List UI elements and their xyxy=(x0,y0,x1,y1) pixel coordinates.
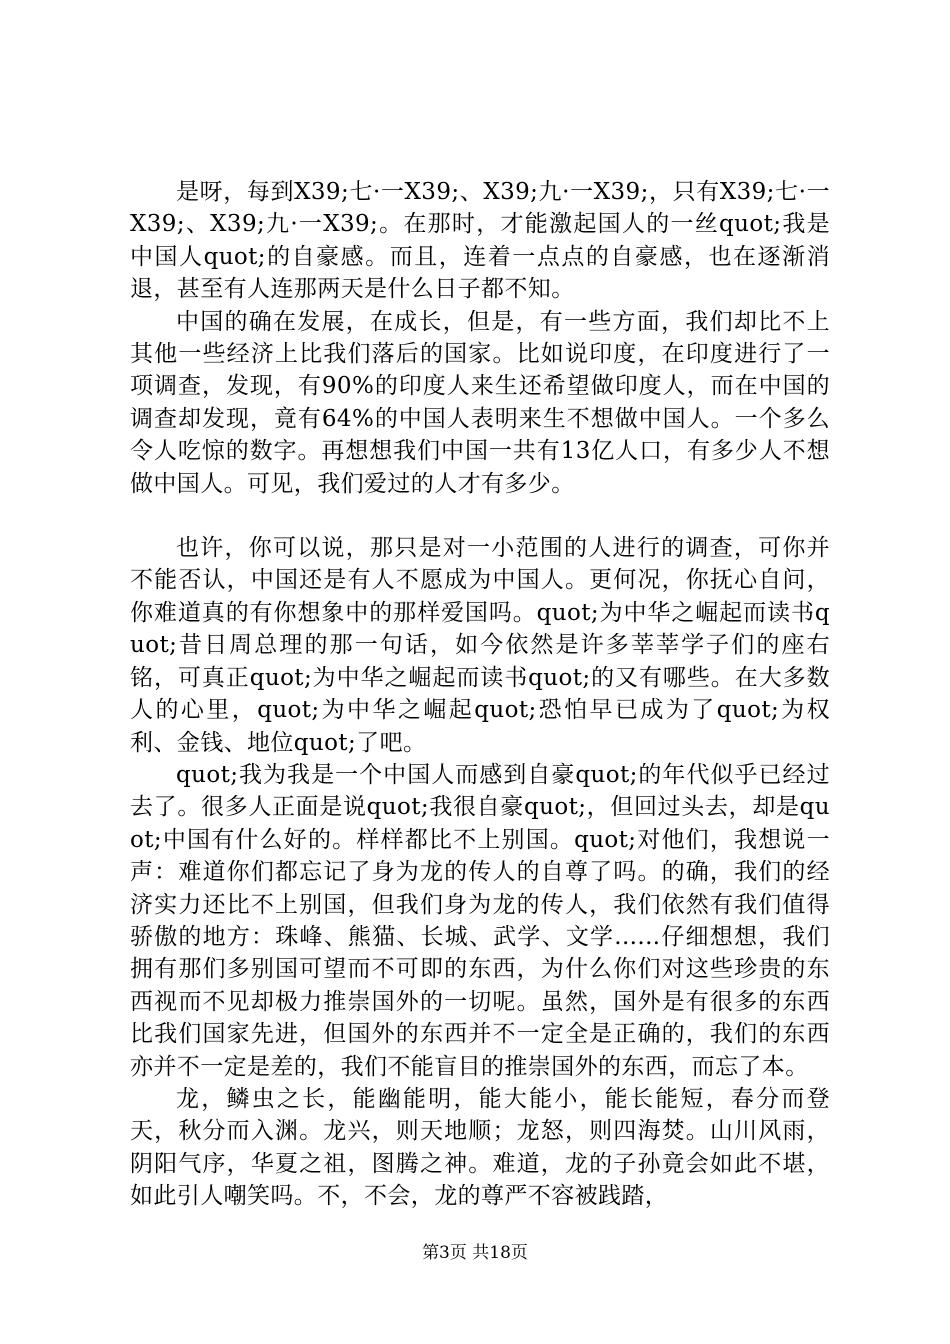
page-number-footer: 第3页 共18页 xyxy=(422,1243,528,1263)
paragraph-5: 龙，鳞虫之长，能幽能明，能大能小，能长能短，春分而登天，秋分而入渊。龙兴，则天地顺；龙怒，则四海焚。山川风雨，阴阳气序，华夏之祖，图腾之神。难道，龙的子孙竟会如此不堪，如此引人嘲笑吗。不，不会，龙的尊严不容被践踏， xyxy=(130,1085,830,1210)
paragraph-1: 是呀，每到X39;七·一X39;、X39;九·一X39;，只有X39;七·一X39;、X39;九·一X39;。在那时，才能激起国人的一丝quot;我是中国人quot;的自豪感。而且，连着一点点的自豪感，也在逐渐消退，甚至有人连那两天是什么日子都不知。 xyxy=(130,179,830,303)
paragraph-2: 中国的确在发展，在成长，但是，有一些方面，我们却比不上其他一些经济上比我们落后的国家。比如说印度，在印度进行了一项调查，发现，有90%的印度人来生还希望做印度人，而在中国的调查却发现，竟有64%的中国人表明来生不想做中国人。一个多么令人吃惊的数字。再想想我们中国一共有13亿人口，有多少人不想做中国人。可见，我们爱过的人才有多少。 xyxy=(130,308,830,497)
paragraph-3: 也许，你可以说，那只是对一小范围的人进行的调查，可你并不能否认，中国还是有人不愿成为中国人。更何况，你抚心自问，你难道真的有你想象中的那样爱国吗。quot;为中华之崛起而读书quot;昔日周总理的那一句话，如今依然是许多莘莘学子们的座右铭，可真正quot;为中华之崛起而读书quot;的又有哪些。在大多数人的心里，quot;为中华之崛起quot;恐怕早已成为了quot;为权利、金钱、地位quot;了吧。 xyxy=(130,535,830,756)
paragraph-gap xyxy=(130,500,830,532)
paragraph-4: quot;我为我是一个中国人而感到自豪quot;的年代似乎已经过去了。很多人正面是说quot;我很自豪quot;，但回过头去，却是quot;中国有什么好的。样样都比不上别国。quot;对他们，我想说一声：难道你们都忘记了身为龙的传人的自尊了吗。的确，我们的经济实力还比不上别国，但我们身为龙的传人，我们依然有我们值得骄傲的地方：珠峰、熊猫、长城、武学、文学......仔细想想，我们拥有那们多别国可望而不可即的东西，为什么你们对这些珍贵的东西视而不见却极力推崇国外的一切呢。虽然，国外是有很多的东西比我们国家先进，但国外的东西并不一定全是正确的，我们的东西亦并不一定是差的，我们不能盲目的推崇国外的东西，而忘了本。 xyxy=(130,761,830,1080)
document-body xyxy=(130,176,830,1213)
